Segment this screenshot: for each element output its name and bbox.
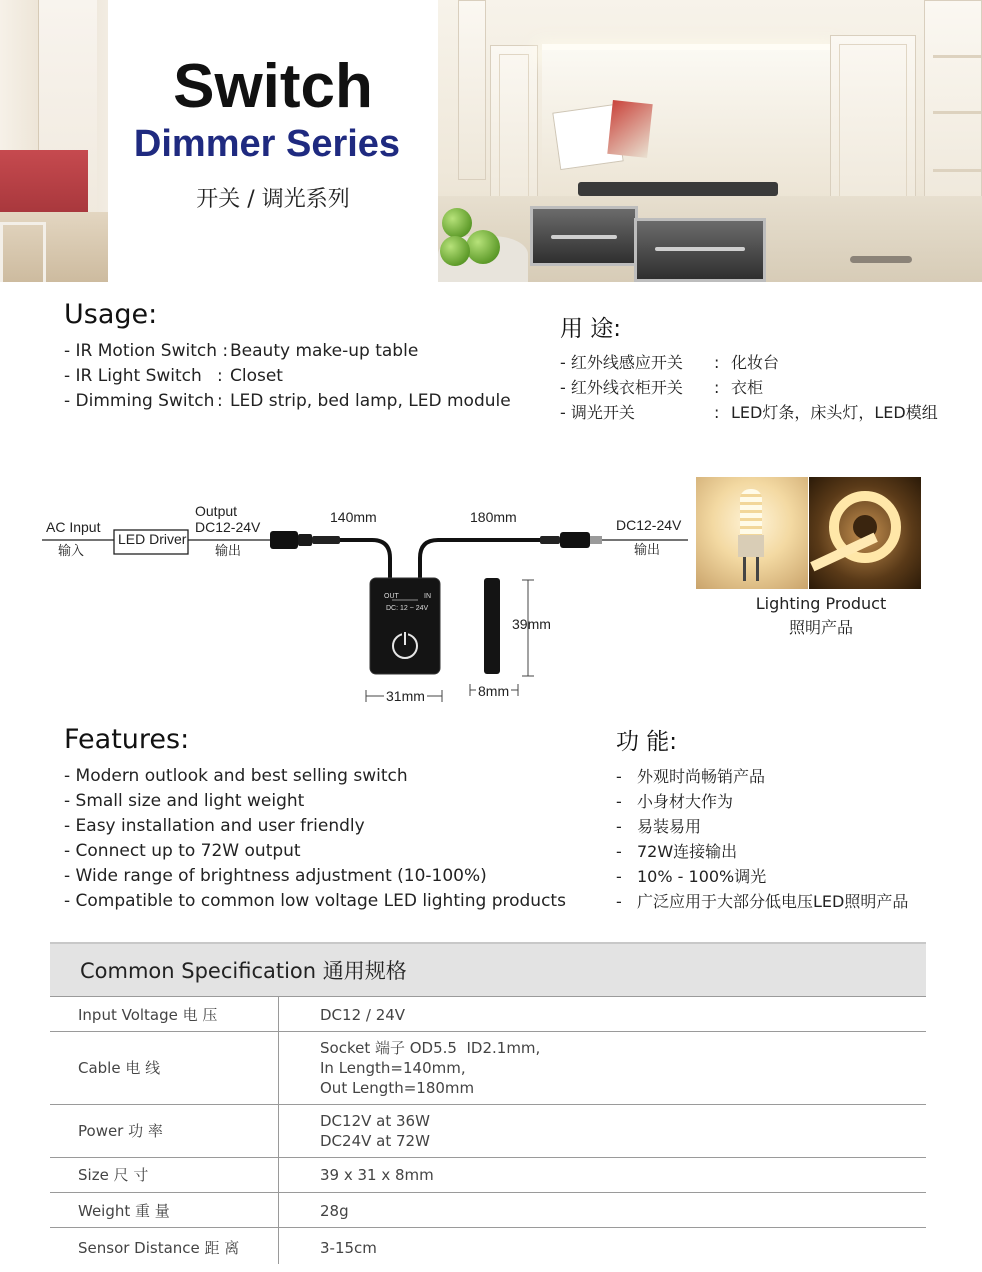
- spec-key: Weight 重 量: [78, 1202, 170, 1220]
- feature-cn-item: 小身材大作为: [637, 792, 734, 811]
- hero-kitchen-photo: [438, 0, 982, 282]
- dc-male-connector: [560, 532, 590, 548]
- spec-row-cable: [50, 1032, 926, 1105]
- hero-banner: [0, 0, 982, 282]
- lighting-product-label: Lighting Product: [755, 594, 887, 613]
- spec-key: Cable 电 线: [78, 1059, 161, 1077]
- usage-cn-item-value: 衣柜: [731, 378, 764, 397]
- input-cable: [340, 540, 390, 580]
- feature-item: - Wide range of brightness adjustment (10-100%): [64, 866, 487, 886]
- usage-item-sep: :: [217, 391, 223, 411]
- usage-cn-item-name: - 红外线感应开关: [560, 353, 683, 372]
- device-in-label: IN: [424, 593, 431, 600]
- page-title-cn: 开关 / 调光系列: [196, 187, 350, 212]
- spec-row-sensor-distance: [50, 1228, 926, 1264]
- usage-item-value: Beauty make-up table: [230, 341, 419, 361]
- depth-dimension: 8mm: [478, 683, 510, 699]
- spec-value: 28g: [320, 1202, 349, 1220]
- spec-key: Size 尺 寸: [78, 1166, 149, 1184]
- spec-value: Socket 端子 OD5.5 ID2.1mm, In Length=140mm, Out Length=180mm: [320, 1039, 541, 1097]
- dc-out-label: DC12-24V: [616, 517, 682, 533]
- spec-value: DC12V at 36W DC24V at 72W: [320, 1112, 430, 1150]
- spec-key: Power 功 率: [78, 1122, 163, 1140]
- feature-item: - Compatible to common low voltage LED lighting products: [64, 891, 566, 911]
- spec-value: 39 x 31 x 8mm: [320, 1166, 434, 1184]
- spec-row-input-voltage: [50, 996, 926, 1032]
- switch-side-view: [484, 578, 500, 674]
- out-length-label: 180mm: [470, 509, 517, 525]
- feature-item: - Easy installation and user friendly: [64, 816, 365, 836]
- width-dimension: 31mm: [386, 688, 425, 704]
- usage-cn-item-name: - 调光开关: [560, 403, 635, 422]
- spec-row-size: [50, 1158, 926, 1193]
- led-strip-photo: [809, 477, 921, 589]
- page-subtitle: Dimmer Series: [133, 123, 401, 165]
- output-label: Output: [195, 503, 238, 519]
- usage-item-name: - Dimming Switch: [64, 391, 215, 411]
- usage-cn-item-sep: :: [714, 378, 720, 397]
- device-out-label: OUT: [384, 593, 399, 600]
- spec-row-weight: [50, 1193, 926, 1228]
- spec-value: 3-15cm: [320, 1239, 377, 1257]
- hero-room-photo: [0, 0, 108, 282]
- usage-item-sep: :: [217, 366, 223, 386]
- usage-item-name: - IR Light Switch: [64, 366, 202, 386]
- usage-cn-item-value: 化妆台: [731, 353, 780, 372]
- usage-cn-heading: 用 途:: [560, 316, 622, 342]
- feature-item: - Connect up to 72W output: [64, 841, 301, 861]
- usage-cn-item-sep: :: [714, 403, 720, 422]
- output-cn-label: 输出: [215, 544, 242, 559]
- spec-table-title: Common Specification 通用规格: [80, 959, 407, 983]
- usage-item-name: - IR Motion Switch :: [64, 341, 229, 361]
- usage-cn-item-sep: :: [714, 353, 720, 372]
- feature-cn-item: 72W连接输出: [637, 842, 738, 861]
- usage-cn-item-value: LED灯条，床头灯，LED模组: [731, 403, 938, 422]
- led-bulb-photo: [696, 477, 808, 589]
- lighting-product-cn-label: 照明产品: [788, 618, 853, 637]
- dc-out-cn-label: 输出: [634, 543, 661, 558]
- feature-item: - Small size and light weight: [64, 791, 305, 811]
- features-heading: Features:: [64, 724, 190, 755]
- feature-cn-item: 外观时尚畅销产品: [637, 767, 766, 786]
- spec-key: Input Voltage 电 压: [78, 1006, 218, 1024]
- usage-cn-item-name: - 红外线衣柜开关: [560, 378, 683, 397]
- feature-cn-item: 广泛应用于大部分低电压LED照明产品: [637, 892, 909, 911]
- ac-input-label: AC Input: [46, 519, 101, 535]
- usage-item-value: Closet: [230, 366, 283, 386]
- feature-item: - Modern outlook and best selling switch: [64, 766, 408, 786]
- hero-title-block: [108, 0, 438, 282]
- device-voltage-label: DC: 12 ~ 24V: [386, 605, 429, 612]
- page-title: Switch: [173, 52, 373, 121]
- in-length-label: 140mm: [330, 509, 377, 525]
- usage-heading: Usage:: [64, 299, 158, 330]
- feature-cn-item: 易装易用: [637, 817, 702, 836]
- dc-female-connector: [270, 531, 298, 549]
- spec-key: Sensor Distance 距 离: [78, 1239, 240, 1257]
- features-cn-heading: 功 能:: [616, 729, 678, 755]
- led-driver-label: LED Driver: [118, 531, 187, 547]
- height-dimension: 39mm: [512, 616, 551, 632]
- ac-input-cn-label: 输入: [58, 544, 85, 559]
- spec-value: DC12 / 24V: [320, 1006, 406, 1024]
- output-voltage-label: DC12-24V: [195, 519, 261, 535]
- usage-item-value: LED strip, bed lamp, LED module: [230, 391, 511, 411]
- spec-table-header: [50, 942, 926, 996]
- feature-cn-item: 10% - 100%调光: [637, 867, 767, 886]
- spec-row-power: [50, 1105, 926, 1158]
- spec-table: [50, 942, 926, 1264]
- output-cable: [420, 540, 540, 580]
